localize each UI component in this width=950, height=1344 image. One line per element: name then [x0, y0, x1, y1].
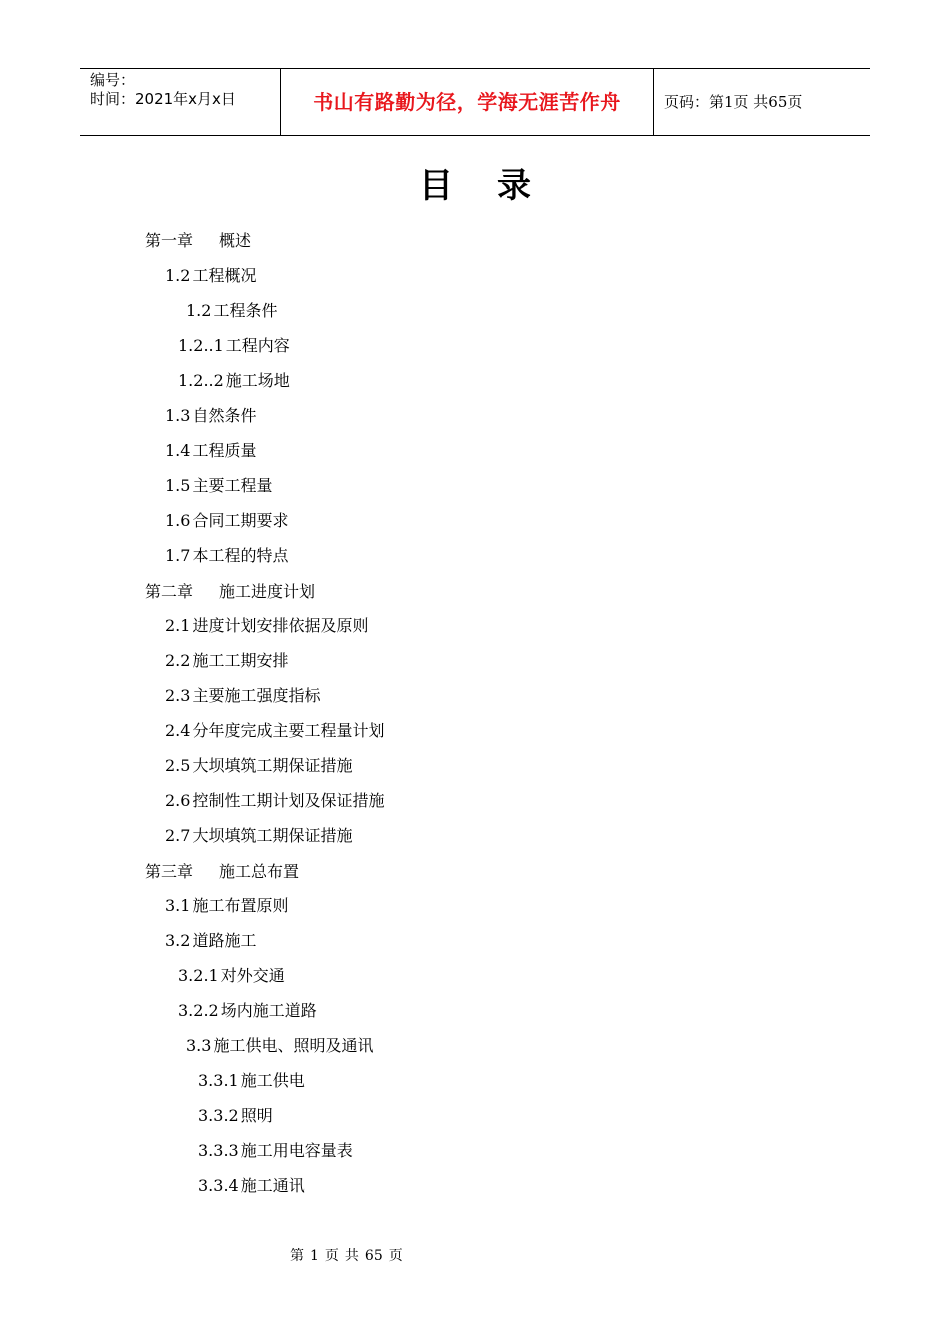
toc-number: 3.2.2	[178, 1001, 219, 1020]
toc-entry[interactable]	[165, 546, 288, 566]
toc-number: 3.1	[165, 896, 191, 915]
toc-text: 控制性工期计划及保证措施	[192, 791, 385, 810]
toc-number: 2.5	[165, 756, 191, 775]
toc-entry[interactable]	[165, 721, 384, 741]
footer-di: 第	[290, 1248, 304, 1264]
toc-entry[interactable]	[165, 686, 320, 706]
toc-text: 工程条件	[213, 301, 278, 320]
toc-entry[interactable]	[165, 896, 288, 916]
toc-number: 2.4	[165, 721, 191, 740]
toc-entry[interactable]	[198, 1071, 305, 1091]
toc-chapter[interactable]	[145, 582, 315, 602]
footer-gong: 共	[344, 1248, 359, 1264]
toc-entry[interactable]	[165, 756, 352, 776]
toc-text: 施工场地	[225, 371, 290, 390]
toc-number: 2.7	[165, 826, 191, 845]
header-meta	[80, 69, 281, 135]
toc-text: 施工供电	[240, 1071, 305, 1090]
toc-chapter[interactable]	[145, 862, 299, 882]
toc-text: 施工供电、照明及通讯	[213, 1036, 374, 1055]
toc-entry[interactable]	[198, 1141, 353, 1161]
toc-text: 工程概况	[192, 266, 257, 285]
toc-number: 1.2	[165, 266, 191, 285]
toc-text: 施工布置原则	[192, 896, 289, 915]
page-title: 目录	[419, 166, 575, 206]
footer-total-pages: 65	[364, 1248, 383, 1264]
toc-entry[interactable]	[165, 511, 288, 531]
toc-number: 1.7	[165, 546, 191, 565]
toc-text: 场内施工道路	[220, 1001, 317, 1020]
toc-entry[interactable]	[165, 791, 384, 811]
toc-text: 施工用电容量表	[240, 1141, 353, 1160]
toc-number: 第二章	[145, 582, 194, 601]
toc-entry[interactable]	[165, 441, 256, 461]
toc-text: 施工工期安排	[192, 651, 289, 670]
toc-number: 3.3.2	[198, 1106, 239, 1125]
toc-entry[interactable]	[186, 1036, 373, 1056]
toc-entry[interactable]	[165, 406, 256, 426]
toc-text: 对外交通	[220, 966, 285, 985]
toc-number: 第一章	[145, 231, 194, 250]
toc-text: 进度计划安排依据及原则	[192, 616, 369, 635]
toc-number: 1.6	[165, 511, 191, 530]
toc-number: 3.2.1	[178, 966, 219, 985]
toc-number: 2.3	[165, 686, 191, 705]
toc-entry[interactable]	[178, 966, 285, 986]
toc-entry[interactable]	[165, 651, 288, 671]
toc-entry[interactable]	[178, 1001, 317, 1021]
toc-number: 1.3	[165, 406, 191, 425]
toc-number: 2.6	[165, 791, 191, 810]
time-label: 时间：2021年x月x日	[90, 90, 236, 108]
toc-text: 施工通讯	[240, 1176, 305, 1195]
toc-entry[interactable]	[178, 336, 290, 356]
toc-text: 大坝填筑工期保证措施	[192, 756, 353, 775]
toc-text: 大坝填筑工期保证措施	[192, 826, 353, 845]
toc-text: 主要工程量	[192, 476, 273, 495]
page-footer	[0, 1247, 950, 1265]
toc-number: 1.2..1	[178, 336, 224, 355]
footer-ye: 页	[324, 1248, 339, 1264]
toc-number: 1.4	[165, 441, 191, 460]
toc-number: 2.1	[165, 616, 191, 635]
toc-number: 1.2..2	[178, 371, 224, 390]
toc-text: 工程内容	[225, 336, 290, 355]
toc-number: 1.5	[165, 476, 191, 495]
toc-text: 工程质量	[192, 441, 257, 460]
header-page-info: 页码：第1页 共65页	[664, 93, 803, 111]
toc-number: 第三章	[145, 862, 194, 881]
toc-entry[interactable]	[198, 1106, 273, 1126]
toc-text: 照明	[240, 1106, 273, 1125]
toc-text: 施工总布置	[219, 862, 300, 881]
footer-page-number: 1	[310, 1248, 319, 1264]
toc-text: 道路施工	[192, 931, 257, 950]
toc-number: 3.3	[186, 1036, 212, 1055]
toc-text: 概述	[219, 231, 252, 250]
toc-number: 3.3.4	[198, 1176, 239, 1195]
toc-entry[interactable]	[178, 371, 290, 391]
toc-text: 分年度完成主要工程量计划	[192, 721, 385, 740]
footer-ye-2: 页	[388, 1248, 403, 1264]
toc-entry[interactable]	[186, 301, 277, 321]
header-motto: 书山有路勤为径，学海无涯苦作舟	[281, 69, 654, 135]
toc-entry[interactable]	[198, 1176, 305, 1196]
toc-entry[interactable]	[165, 931, 256, 951]
toc-chapter[interactable]	[145, 231, 251, 251]
toc-number: 3.3.1	[198, 1071, 239, 1090]
toc-text: 自然条件	[192, 406, 257, 425]
toc-number: 1.2	[186, 301, 212, 320]
toc-number: 3.2	[165, 931, 191, 950]
toc-entry[interactable]	[165, 266, 256, 286]
toc-number: 2.2	[165, 651, 191, 670]
number-label: 编号：	[90, 71, 136, 89]
toc-text: 主要施工强度指标	[192, 686, 321, 705]
toc-text: 施工进度计划	[219, 582, 316, 601]
toc-text: 本工程的特点	[192, 546, 289, 565]
toc-entry[interactable]	[165, 616, 368, 636]
toc-number: 3.3.3	[198, 1141, 239, 1160]
toc-entry[interactable]	[165, 476, 272, 496]
header-table	[80, 68, 870, 136]
toc-text: 合同工期要求	[192, 511, 289, 530]
toc-entry[interactable]	[165, 826, 352, 846]
